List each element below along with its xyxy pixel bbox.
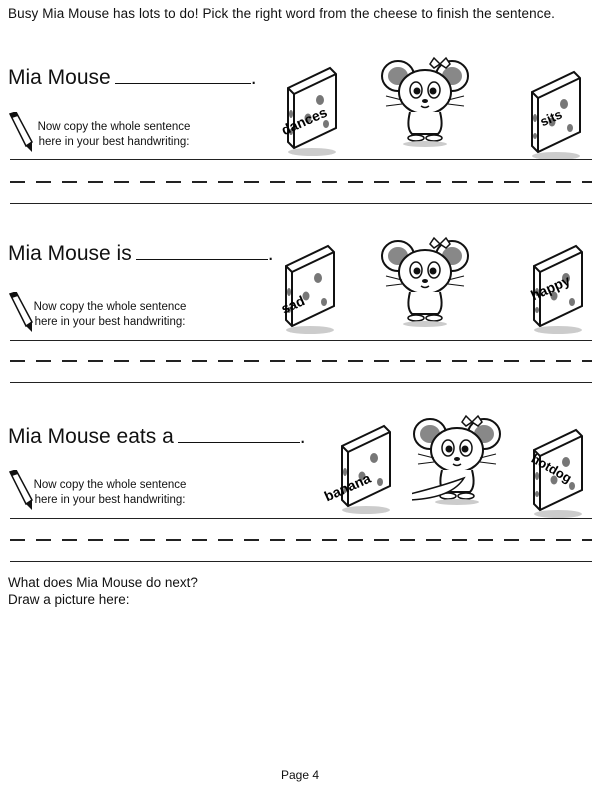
cheese-option-hotdog[interactable]: [524, 428, 594, 524]
copy-prompt-line2: here in your best handwriting:: [38, 136, 190, 148]
sentence-3-text: Mia Mouse eats a: [8, 425, 174, 448]
cheese-option-sits[interactable]: [522, 70, 592, 164]
cheese-word-banana: banana: [321, 469, 374, 505]
writing-line-bottom-2[interactable]: [10, 382, 592, 383]
answer-blank-2[interactable]: [136, 258, 268, 260]
answer-blank-1[interactable]: [115, 82, 251, 84]
writing-line-dashed-2: [10, 360, 592, 362]
sentence-3: [8, 425, 306, 449]
pencil-icon: [8, 112, 34, 154]
cheese-word-dances: dances: [278, 103, 330, 139]
writing-line-bottom-3[interactable]: [10, 561, 592, 562]
copy-prompt-2: [30, 300, 190, 330]
writing-line-top-3: [10, 518, 592, 519]
mia-mouse-eating-banana-image: [412, 414, 508, 512]
cheese-word-happy: happy: [528, 271, 573, 304]
copy-prompt-line2: here in your best handwriting:: [34, 494, 186, 506]
cheese-word-sits: sits: [537, 106, 565, 130]
mia-mouse-image-2: [380, 236, 470, 330]
worksheet-instructions: Busy Mia Mouse has lots to do! Pick the right word from the cheese to finish the sentence.: [8, 6, 556, 21]
draw-prompt: [8, 574, 198, 608]
sentence-1-period: .: [250, 66, 257, 89]
cheese-option-happy[interactable]: [524, 244, 594, 340]
writing-line-top-1: [10, 159, 592, 160]
sentence-1: [8, 66, 257, 90]
sentence-2-text: Mia Mouse is: [8, 242, 132, 265]
writing-line-top-2: [10, 340, 592, 341]
cheese-option-banana[interactable]: [316, 424, 400, 522]
drawing-area[interactable]: [8, 612, 592, 760]
sentence-3-period: .: [299, 425, 306, 448]
writing-line-dashed-1: [10, 181, 592, 183]
copy-prompt-line1: Now copy the whole sentence: [33, 479, 187, 491]
draw-prompt-question: What does Mia Mouse do next?: [8, 575, 198, 590]
copy-prompt-3: [30, 478, 190, 508]
cheese-word-hotdog: hotdog: [528, 450, 575, 486]
copy-prompt-line2: here in your best handwriting:: [34, 316, 186, 328]
draw-prompt-instruction: Draw a picture here:: [8, 592, 130, 607]
cheese-option-sad[interactable]: [272, 244, 352, 340]
writing-line-dashed-3: [10, 539, 592, 541]
sentence-1-text: Mia Mouse: [8, 66, 111, 89]
sentence-2-period: .: [267, 242, 274, 265]
copy-prompt-line1: Now copy the whole sentence: [33, 301, 187, 313]
writing-line-bottom-1[interactable]: [10, 203, 592, 204]
cheese-word-sad: sad: [278, 292, 308, 317]
cheese-option-dances[interactable]: [274, 66, 354, 162]
copy-prompt-line1: Now copy the whole sentence: [37, 121, 191, 133]
answer-blank-3[interactable]: [178, 441, 300, 443]
sentence-2: [8, 242, 274, 266]
mia-mouse-image-1: [380, 56, 470, 150]
copy-prompt-1: [34, 120, 194, 150]
page-number: Page 4: [280, 768, 320, 782]
